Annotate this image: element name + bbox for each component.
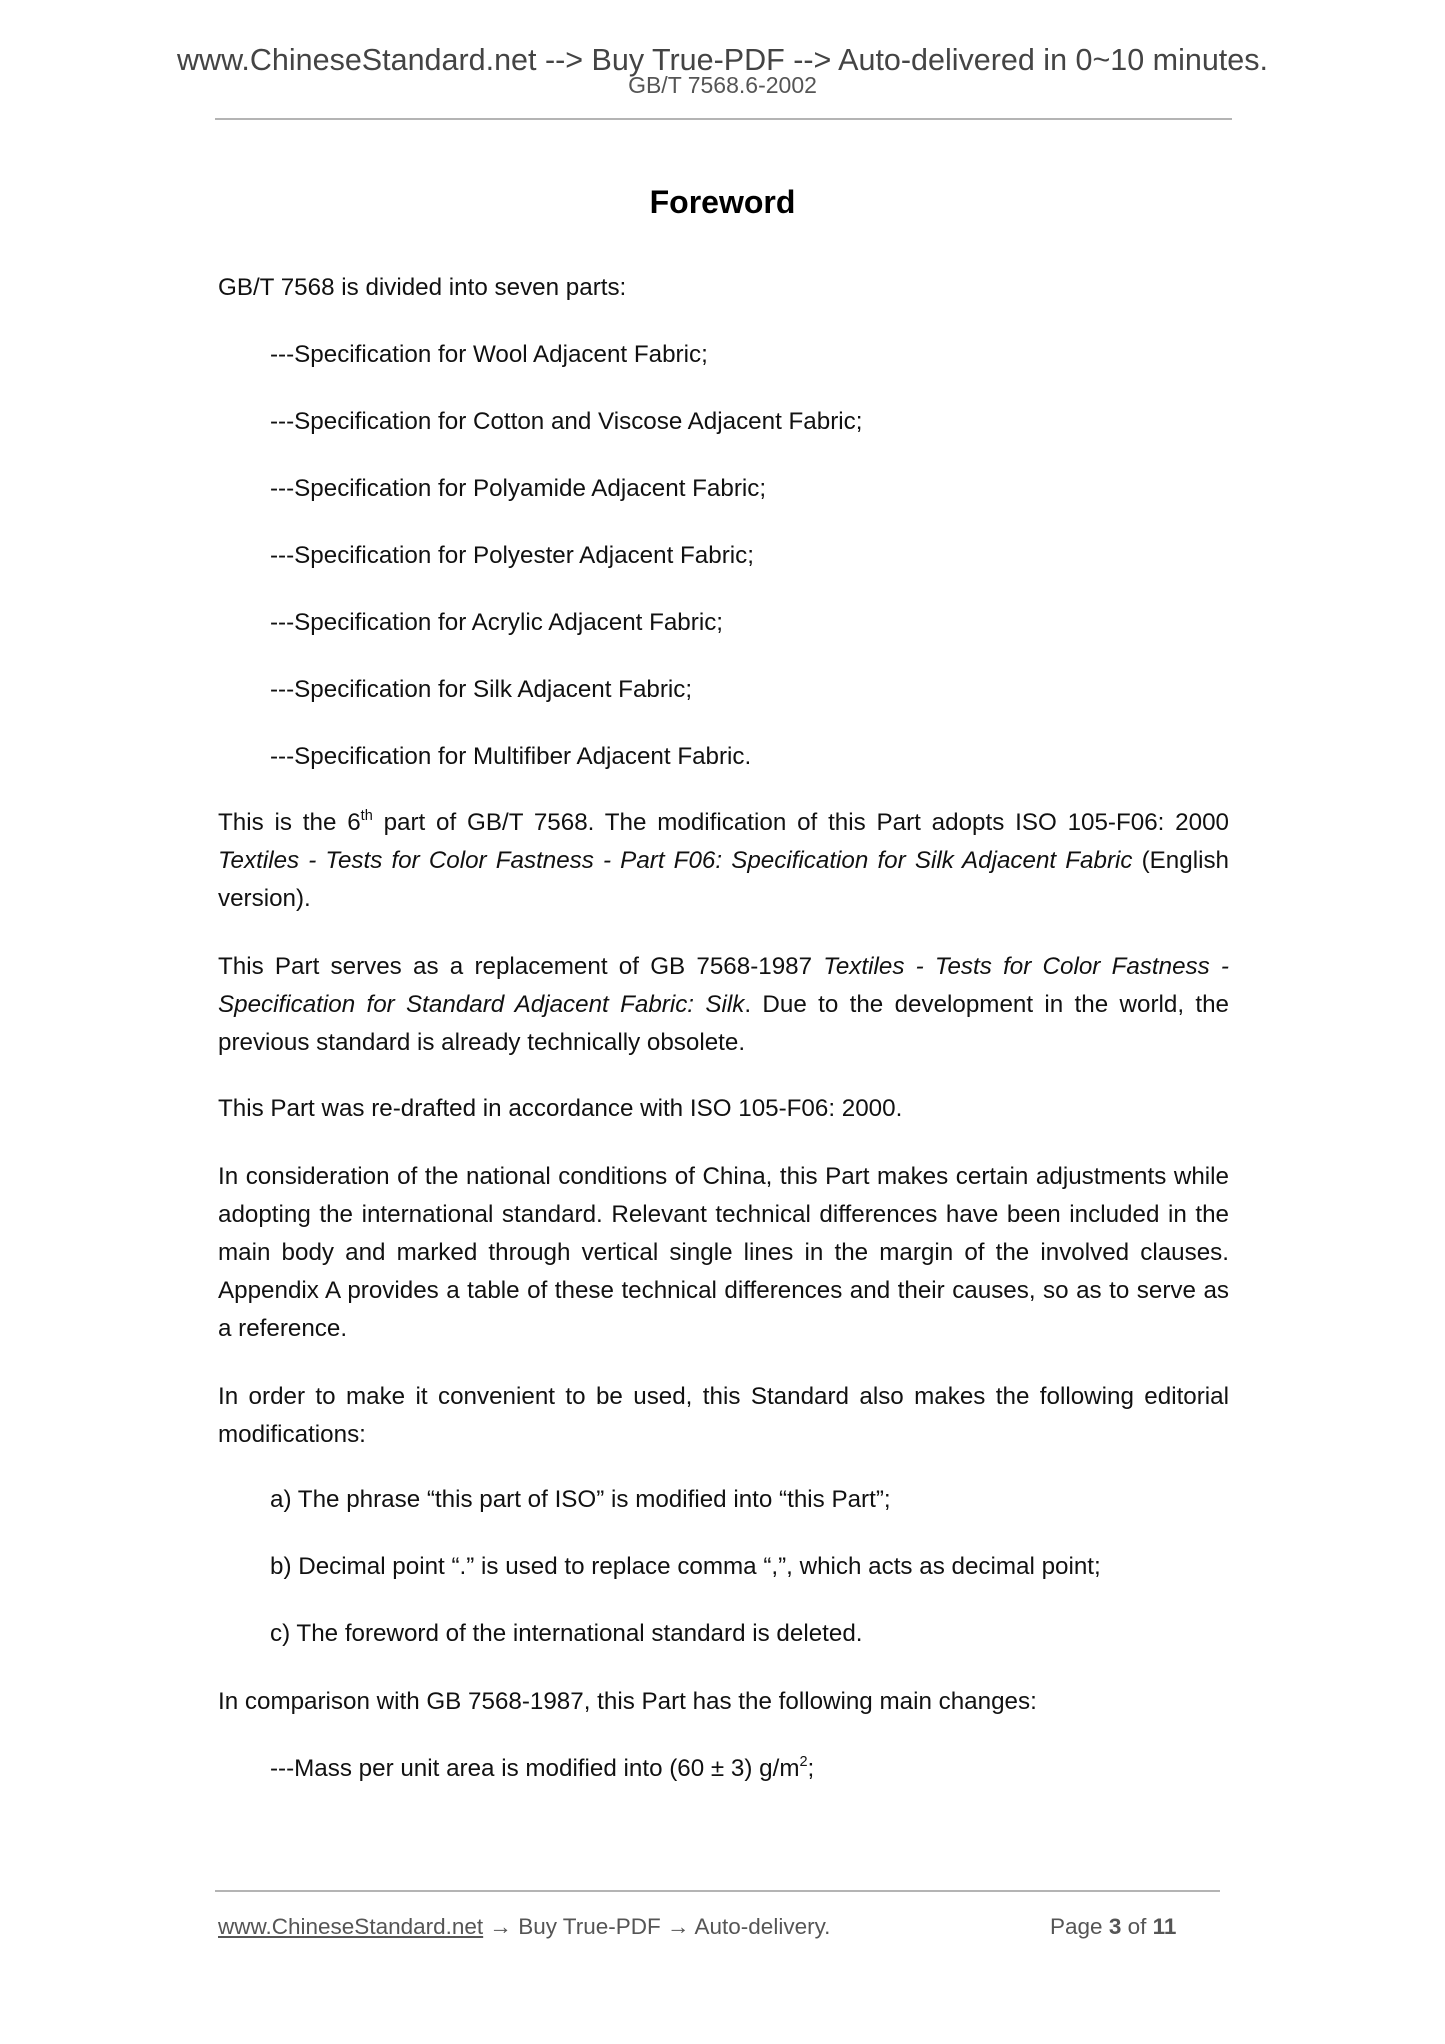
footer-left (218, 1912, 830, 1942)
page-current: 3 (1108, 1914, 1122, 1939)
page-total: 11 (1152, 1914, 1177, 1939)
page-indicator: Page 3 of 11 (1050, 1914, 1177, 1939)
paragraph-adopts: This is the 6th part of GB/T 7568. The modification of this Part adopts ISO 105-F06: 2000 Textiles - Tests for Color Fastness - Part F06: Specification for Silk Adjacent Fabric (English version). (218, 807, 1229, 912)
list-item: ---Specification for Polyester Adjacent Fabric; (270, 542, 754, 569)
document-id: GB/T 7568.6-2002 (628, 72, 817, 98)
header-banner: www.ChineseStandard.net --> Buy True-PDF --> Auto-delivered in 0~10 minutes. (177, 43, 1268, 77)
arrow-right-icon: → (667, 1914, 690, 1939)
list-item: ---Mass per unit area is modified into (60 ± 3) $g/m^2$; (270, 1753, 815, 1782)
paragraph-replacement: This Part serves as a replacement of GB 7568-1987 Textiles - Tests for Color Fastness - Specification for Standard Adjacent Fabric: Silk. Due to the development in the world, the previous standard is already technically obsolete. (218, 953, 1229, 1056)
list-item: ---Specification for Polyamide Adjacent Fabric; (270, 475, 767, 502)
paragraph-editorial: In order to make it convenient to be used, this Standard also makes the following editorial modifications: (218, 1383, 1229, 1448)
list-item: ---Specification for Acrylic Adjacent Fabric; (270, 609, 724, 636)
footer-site-link[interactable]: www.ChineseStandard.net (218, 1914, 484, 1939)
document-body (218, 0, 1229, 1880)
footer-buy-text: Buy True-PDF (518, 1914, 661, 1939)
intro-text: GB/T 7568 is divided into seven parts: (218, 274, 627, 301)
list-item: ---Specification for Cotton and Viscose Adjacent Fabric; (270, 408, 863, 435)
footer-divider (215, 1890, 1220, 1892)
page-title: Foreword (649, 184, 796, 220)
list-item: c) The foreword of the international standard is deleted. (270, 1620, 863, 1647)
list-item: ---Specification for Wool Adjacent Fabric; (270, 341, 708, 368)
list-item: b) Decimal point “.” is used to replace comma “,”, which acts as decimal point; (270, 1553, 1101, 1580)
list-item: ---Specification for Multifiber Adjacent Fabric. (270, 743, 752, 770)
paragraph-redrafted: This Part was re-drafted in accordance with ISO 105-F06: 2000. (218, 1095, 903, 1122)
list-item: ---Specification for Silk Adjacent Fabric; (270, 676, 693, 703)
paragraph-changes: In comparison with GB 7568-1987, this Part has the following main changes: (218, 1688, 1037, 1715)
arrow-right-icon: → (489, 1914, 512, 1939)
list-item: a) The phrase “this part of ISO” is modified into “this Part”; (270, 1486, 891, 1513)
footer-delivery-text: Auto-delivery. (694, 1914, 831, 1939)
paragraph-consideration: In consideration of the national conditions of China, this Part makes certain adjustments while adopting the international standard. Relevant technical differences have been included in the main body and marked through vertical single lines in the margin of the involved clauses. Appendix A provides a table of these technical differences and their causes, so as to serve as a reference. (218, 1163, 1229, 1342)
